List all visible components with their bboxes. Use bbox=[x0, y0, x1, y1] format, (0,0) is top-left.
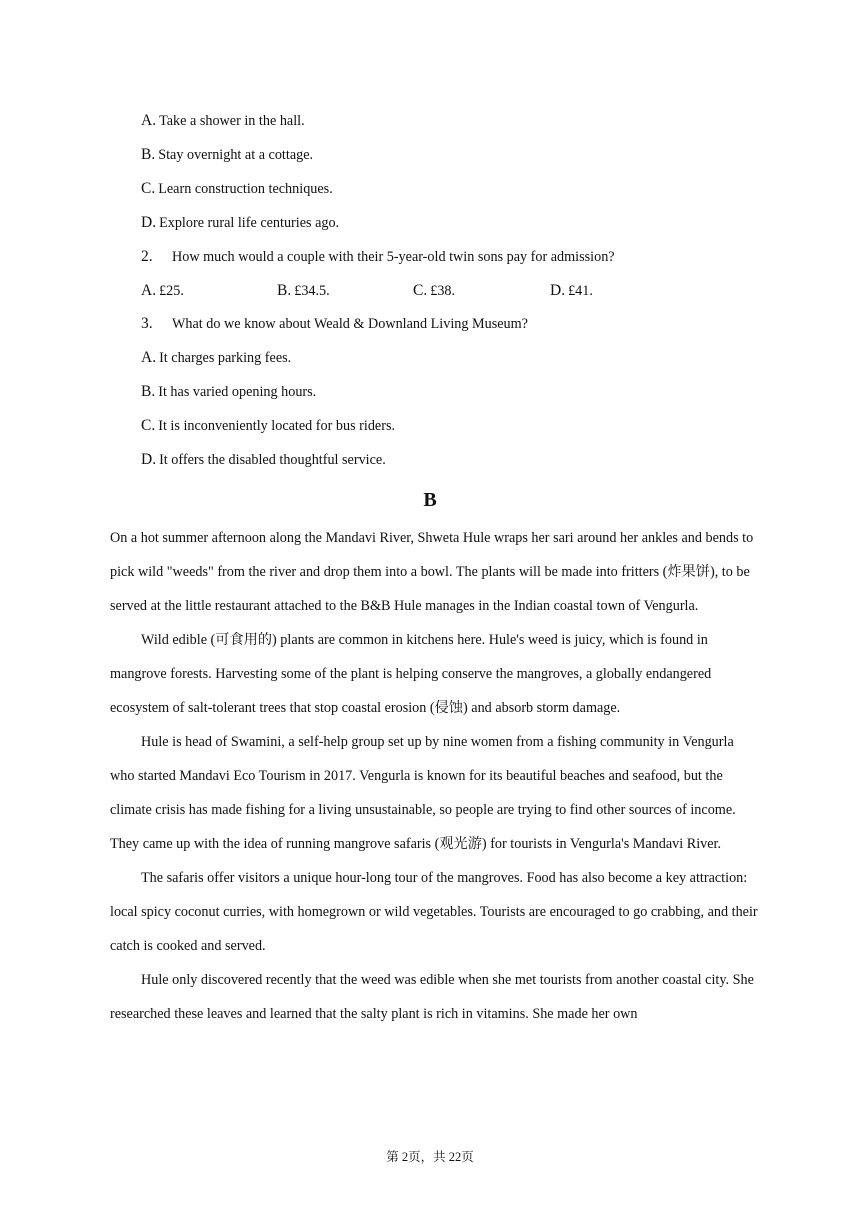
paragraph-2: Wild edible (可食用的) plants are common in kitchens here. Hule's weed is juicy, which is found in mangrove forests. Harvesting some of the plant is helping conserve the mangroves, a globally endangered ecosystem of salt-tolerant trees that stop coastal erosion (侵蚀) and absorb storm damage. bbox=[110, 632, 712, 716]
question-text: What do we know about Weald & Downland Living Museum? bbox=[172, 316, 528, 332]
paragraph-4: The safaris offer visitors a unique hour-long tour of the mangroves. Food has also become a key attraction: local spicy coconut curries, with homegrown or wild vegetables. Tourists are encouraged to go crabbing, and their catch is cooked and served. bbox=[110, 870, 758, 954]
option-letter: B. bbox=[141, 146, 156, 163]
question-3 bbox=[141, 314, 528, 334]
q1-option-c bbox=[141, 179, 333, 199]
question-2 bbox=[141, 247, 615, 267]
paragraph-5: Hule only discovered recently that the weed was edible when she met tourists from another coastal city. She researched these leaves and learned that the salty plant is rich in vitamins. She made her own bbox=[110, 972, 754, 1022]
option-text: Explore rural life centuries ago. bbox=[159, 215, 340, 231]
q2-option-d bbox=[550, 281, 593, 301]
question-text: How much would a couple with their 5-year-old twin sons pay for admission? bbox=[172, 249, 615, 265]
option-letter: B. bbox=[277, 282, 292, 299]
q1-option-a bbox=[141, 111, 305, 131]
option-letter: C. bbox=[141, 417, 156, 434]
passage-body bbox=[110, 521, 760, 1031]
option-letter: D. bbox=[141, 451, 157, 468]
option-letter: B. bbox=[141, 383, 156, 400]
option-letter: D. bbox=[550, 282, 566, 299]
option-text: £38. bbox=[430, 283, 456, 299]
page-footer: 第 2页，共 22页 bbox=[386, 1150, 474, 1164]
option-text: It charges parking fees. bbox=[159, 350, 292, 366]
option-text: £41. bbox=[568, 283, 593, 299]
q3-option-c bbox=[141, 416, 395, 436]
question-number: 3. bbox=[141, 315, 153, 332]
option-letter: A. bbox=[141, 349, 157, 366]
q2-option-c bbox=[413, 281, 455, 301]
paragraph-3: Hule is head of Swamini, a self-help group set up by nine women from a fishing community in Vengurla who started Mandavi Eco Tourism in 2017. Vengurla is known for its beautiful beaches and seafood, but the climate crisis has made fishing for a living unsustainable, so people are trying to find other sources of income. They came up with the idea of running mangrove safaris (观光游) for tourists in Vengurla's Mandavi River. bbox=[110, 734, 736, 852]
option-letter: C. bbox=[141, 180, 156, 197]
option-text: £34.5. bbox=[294, 283, 330, 299]
q1-option-d bbox=[141, 213, 339, 233]
option-letter: D. bbox=[141, 214, 157, 231]
option-letter: A. bbox=[141, 112, 157, 129]
option-letter: A. bbox=[141, 282, 157, 299]
section-title: B bbox=[423, 489, 437, 511]
option-text: Take a shower in the hall. bbox=[159, 113, 305, 129]
option-text: It is inconveniently located for bus riders. bbox=[158, 418, 396, 434]
option-text: It has varied opening hours. bbox=[158, 384, 317, 400]
paragraph-1: On a hot summer afternoon along the Mandavi River, Shweta Hule wraps her sari around her ankles and bends to pick wild "weeds" from the river and drop them into a bowl. The plants will be made into fritters (炸果饼), to be served at the little restaurant attached to the B&B Hule manages in the Indian coastal town of Vengurla. bbox=[110, 530, 754, 614]
q2-option-a bbox=[141, 281, 184, 301]
q2-option-b bbox=[277, 281, 330, 301]
question-number: 2. bbox=[141, 248, 153, 265]
q1-option-b bbox=[141, 145, 313, 165]
option-text: Learn construction techniques. bbox=[158, 181, 333, 197]
option-text: It offers the disabled thoughtful service. bbox=[159, 452, 386, 468]
option-text: £25. bbox=[159, 283, 184, 299]
option-text: Stay overnight at a cottage. bbox=[158, 147, 314, 163]
q3-option-a bbox=[141, 348, 291, 368]
option-letter: C. bbox=[413, 282, 428, 299]
q3-option-b bbox=[141, 382, 316, 402]
q3-option-d bbox=[141, 450, 386, 470]
